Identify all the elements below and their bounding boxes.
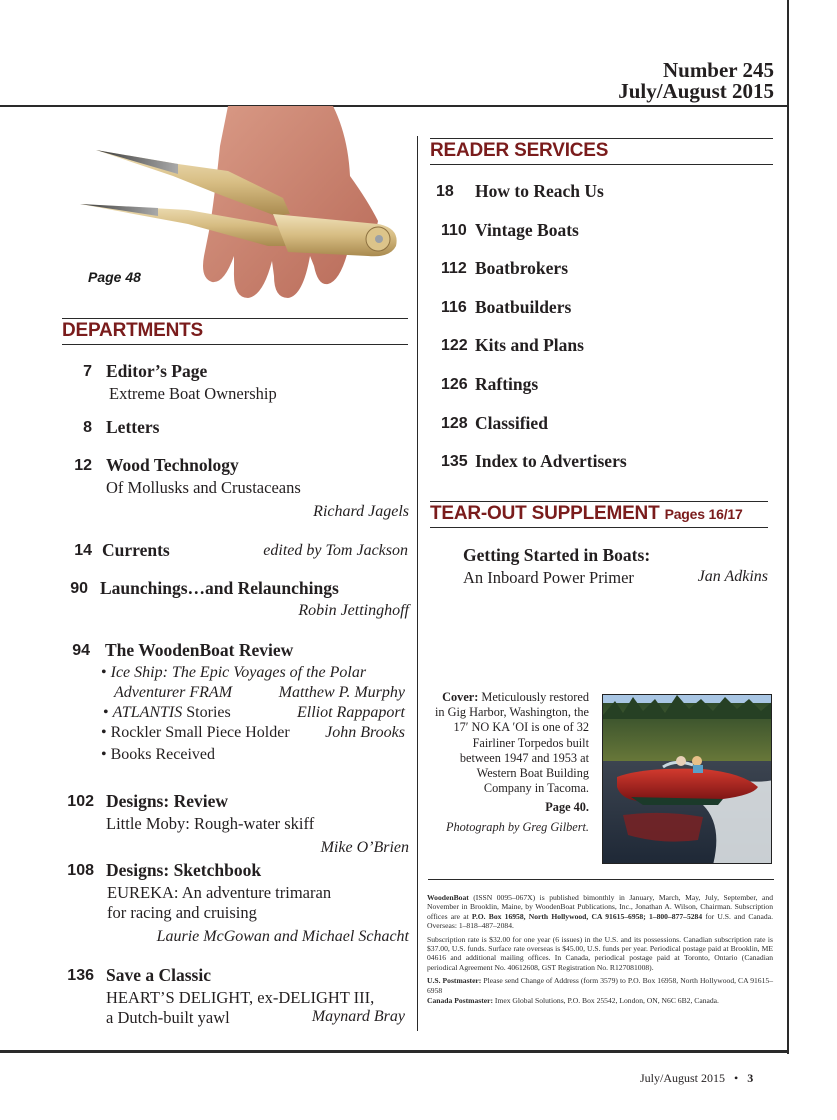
- toc-page-number: 128: [441, 415, 468, 432]
- toc-byline: Matthew P. Murphy: [278, 684, 405, 701]
- folio-separator: •: [734, 1071, 739, 1085]
- toc-subtitle: HEART’S DELIGHT, ex-DELIGHT III,: [106, 988, 375, 1007]
- toc-page-number: 14: [74, 542, 92, 559]
- toc-page-number: 18: [436, 183, 454, 200]
- toc-title[interactable]: Designs: Sketchbook: [106, 860, 262, 880]
- toc-title[interactable]: Raftings: [475, 374, 539, 394]
- bullet-icon: •: [101, 664, 107, 681]
- toc-title[interactable]: Currents: [102, 540, 170, 560]
- supplement-title[interactable]: Getting Started in Boats:: [463, 545, 651, 565]
- cover-caption: Cover: Meticulously restored in Gig Harbor, Washington, the 17′ NO KA ′OI is one of 32 Fairliner Torpedos built between 1947 and 1953 at Western Boat Building Company in Tacoma. Page 40. Photograph by Greg Gilbert.: [432, 690, 589, 835]
- toc-subtitle: Of Mollusks and Crustaceans: [106, 478, 301, 497]
- toc-title[interactable]: Letters: [106, 417, 160, 437]
- toc-page-number: 126: [441, 376, 468, 393]
- column-divider: [417, 136, 418, 1031]
- toc-page-number: 8: [83, 419, 92, 436]
- supplement-pages: Pages 16/17: [664, 506, 743, 522]
- toc-title[interactable]: Editor’s Page: [106, 361, 208, 381]
- folio-date: July/August 2015: [640, 1071, 726, 1085]
- bullet-icon: •: [101, 724, 107, 741]
- toc-subtitle: EUREKA: An adventure trimaran: [107, 883, 332, 902]
- toc-byline: Mike O’Brien: [320, 839, 409, 856]
- review-bullet-item[interactable]: • ATLANTIS Stories: [103, 704, 231, 721]
- cover-page-ref[interactable]: Page 40.: [545, 800, 589, 815]
- toc-title[interactable]: How to Reach Us: [475, 181, 604, 201]
- publication-info: [427, 893, 773, 1009]
- toc-page-number: 116: [441, 299, 467, 316]
- toc-page-number: 12: [74, 457, 92, 474]
- toc-page-number: 135: [441, 453, 468, 470]
- toc-title[interactable]: Boatbuilders: [475, 297, 572, 317]
- bullet-icon: •: [101, 746, 107, 763]
- issue-date: July/August 2015: [618, 79, 774, 103]
- toc-subtitle: Little Moby: Rough-water skiff: [106, 814, 315, 833]
- footnote-rule: [428, 879, 774, 880]
- toc-byline: John Brooks: [325, 724, 405, 741]
- photo-page-label: Page 48: [88, 269, 141, 285]
- publication-statement: WoodenBoat (ISSN 0095–067X) is published bimonthly in January, March, May, July, September, and November in Brooklin, Maine, by WoodenBoat Publications, Inc., Jonathan A. Wilson, Chairman. Subscription offices are at P.O. Box 16958, North Hollywood, CA 91615–6958; 1–800–877–5284 for U.S. and Canada. Overseas: 1–818–487–2084.: [427, 893, 773, 931]
- bottom-rule: [0, 1050, 789, 1053]
- toc-title[interactable]: The WoodenBoat Review: [105, 640, 294, 660]
- review-bullet-item[interactable]: • Rockler Small Piece Holder: [101, 724, 290, 741]
- toc-page-number: 7: [83, 363, 92, 380]
- supplement-heading: TEAR-OUT SUPPLEMENT Pages 16/17: [430, 503, 743, 524]
- supplement-rule-top: [430, 501, 768, 502]
- departments-rule-top: [62, 318, 408, 319]
- departments-heading: DEPARTMENTS: [62, 320, 204, 341]
- toc-title[interactable]: Classified: [475, 413, 548, 433]
- toc-title[interactable]: Boatbrokers: [475, 258, 569, 278]
- boat-icon: [603, 695, 772, 864]
- bullet-icon: •: [103, 704, 109, 721]
- toc-page-number: 94: [72, 642, 90, 659]
- toc-subtitle-continued: for racing and cruising: [107, 903, 257, 922]
- toc-byline: edited by Tom Jackson: [263, 542, 408, 559]
- review-bullet-continuation: Adventurer FRAM: [114, 684, 233, 701]
- reader-services-rule-bottom: [430, 164, 773, 165]
- toc-page-number: 112: [441, 260, 467, 277]
- toc-title[interactable]: Launchings…and Relaunchings: [100, 578, 339, 598]
- cover-photo-credit: Photograph by Greg Gilbert.: [446, 819, 589, 834]
- toc-page-number: 108: [67, 862, 94, 879]
- toc-byline: Robin Jettinghoff: [298, 602, 409, 619]
- issue-number: Number 245: [662, 58, 774, 82]
- toc-byline: Richard Jagels: [313, 503, 409, 520]
- folio-page-number: 3: [747, 1071, 754, 1085]
- canada-postmaster: Canada Postmaster: Imex Global Solutions, P.O. Box 25542, London, ON, N6C 6B2, Canada.: [427, 996, 719, 1006]
- toc-page-number: 110: [441, 222, 467, 239]
- review-bullet-item[interactable]: • Books Received: [101, 746, 216, 763]
- supplement-byline: Jan Adkins: [697, 568, 768, 585]
- page-folio: [640, 1071, 753, 1086]
- subscription-rates: Subscription rate is $32.00 for one year (6 issues) in the U.S. and its possessions. Canadian subscription rate is $37.00, U.S. funds. Surface rate overseas is $45.00, U.S. funds per year. Periodical postage paid at Brooklin, ME 04616 and additional mailing offices. In Canada, periodical postage paid at Toronto, Ontario (Canadian periodical Agreement No. 40612608, GST Registration No. R127081008).: [427, 934, 773, 972]
- toc-byline: Laurie McGowan and Michael Schacht: [156, 928, 409, 945]
- us-postmaster: U.S. Postmaster: Please send Change of Address (form 3579) to P.O. Box 16958, North Hollywood, CA 91615–6958: [427, 976, 773, 995]
- toc-title[interactable]: Designs: Review: [106, 791, 228, 811]
- toc-page-number: 122: [441, 337, 468, 354]
- toc-title[interactable]: Index to Advertisers: [475, 451, 627, 471]
- cover-label: Cover:: [442, 690, 479, 704]
- toc-byline: Elliot Rappaport: [297, 704, 405, 721]
- reader-services-rule-top: [430, 138, 773, 139]
- toc-byline: Maynard Bray: [311, 1008, 405, 1025]
- toc-subtitle-continued: a Dutch-built yawl: [106, 1008, 230, 1027]
- toc-subtitle: Extreme Boat Ownership: [109, 384, 277, 403]
- red-runabout-boat-photo: [602, 694, 772, 864]
- supplement-rule-bottom: [430, 527, 768, 528]
- toc-page-number: 102: [67, 793, 94, 810]
- toc-page-number: 90: [70, 580, 88, 597]
- departments-rule-bottom: [62, 344, 408, 345]
- toc-page-number: 136: [67, 967, 94, 984]
- supplement-subtitle: An Inboard Power Primer: [463, 568, 634, 587]
- toc-title[interactable]: Wood Technology: [106, 455, 239, 475]
- review-bullet-item[interactable]: • Ice Ship: The Epic Voyages of the Polar: [101, 664, 367, 681]
- right-rule: [787, 0, 789, 1054]
- toc-title[interactable]: Kits and Plans: [475, 335, 584, 355]
- toc-title[interactable]: Save a Classic: [106, 965, 211, 985]
- toc-title[interactable]: Vintage Boats: [475, 220, 579, 240]
- reader-services-heading: READER SERVICES: [430, 140, 609, 161]
